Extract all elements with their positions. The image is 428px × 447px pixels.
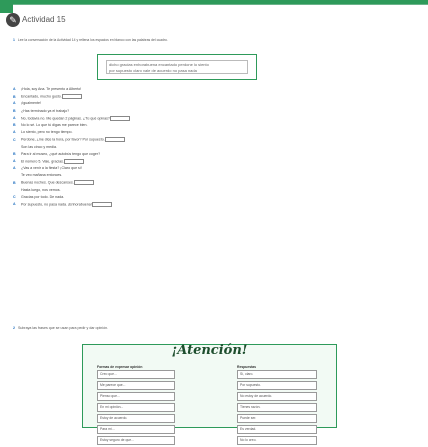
dialogue-line bbox=[13, 87, 343, 94]
response-column bbox=[237, 365, 317, 447]
opinion-phrase: Estoy de acuerdo. bbox=[97, 414, 175, 423]
dialogue-text: ¡Hola, soy Ana. Te presento a Alberto! bbox=[21, 87, 82, 91]
header-accent-square bbox=[0, 0, 13, 13]
response-phrase: Es verdad. bbox=[237, 425, 317, 434]
opinion-column bbox=[97, 365, 175, 447]
dialogue-text: Encantado, mucho gusto. bbox=[21, 94, 62, 99]
blank-gap[interactable] bbox=[110, 116, 130, 121]
response-column-heading: Respuestas bbox=[237, 365, 257, 369]
blank-gap[interactable] bbox=[64, 159, 84, 164]
dialogue-speaker: B bbox=[13, 122, 16, 127]
dialogue-line bbox=[13, 152, 343, 159]
dialogue-speaker: A bbox=[13, 87, 16, 91]
response-phrase: Puede ser. bbox=[237, 414, 317, 423]
dialogue-text: Son las cinco y media. bbox=[21, 144, 57, 149]
dialogue-speaker: B bbox=[13, 94, 16, 99]
dialogue-line bbox=[13, 195, 343, 202]
pencil-icon: ✎ bbox=[6, 13, 20, 27]
dialogue-line bbox=[13, 188, 343, 195]
response-phrase: Sí, claro. bbox=[237, 370, 317, 379]
attention-title: ¡Atención! bbox=[171, 343, 248, 358]
opinion-phrase: Para mí... bbox=[97, 425, 175, 434]
instruction-2-number: 2 bbox=[13, 326, 15, 330]
dialogue-text: ¡Igualmente! bbox=[21, 101, 41, 106]
dialogue-text: Buenas noches. Que descanses. bbox=[21, 180, 74, 185]
dialogue-line bbox=[13, 137, 343, 144]
response-phrase: No lo creo. bbox=[237, 436, 317, 445]
dialogue-text: Lo siento, pero no tengo tiempo. bbox=[21, 130, 73, 135]
activity-title: Actividad 15 bbox=[22, 15, 66, 24]
dialogue-line bbox=[13, 101, 343, 108]
dialogue-speaker: A bbox=[13, 159, 16, 164]
instruction-1 bbox=[13, 38, 168, 42]
dialogue-line bbox=[13, 94, 343, 101]
dialogue-line bbox=[13, 173, 343, 180]
dialogue-speaker: A bbox=[13, 116, 16, 121]
dialogue-text: ¿Has terminado ya el trabajo? bbox=[21, 108, 70, 113]
instruction-2-text: Subraya las frases que se usan para pedir y dar opinión. bbox=[18, 326, 109, 330]
opinion-phrase: Pienso que... bbox=[97, 392, 175, 401]
blank-gap[interactable] bbox=[92, 202, 112, 207]
opinion-phrase: En mi opinión... bbox=[97, 403, 175, 412]
dialogue-text: ¿Vas a venir a la fiesta? ¡Claro que sí! bbox=[21, 166, 82, 171]
opinion-phrase: Estoy seguro de que... bbox=[97, 436, 175, 445]
dialogue-text: Hasta luego, nos vemos. bbox=[21, 187, 61, 192]
dialogue-line bbox=[13, 202, 343, 209]
dialogue-text: No, todavía no. Me quedan 2 páginas. ¿Tú qué opinas? bbox=[21, 116, 110, 121]
dialogue-text: Gracias por todo. De nada. bbox=[21, 194, 65, 199]
dialogue-line bbox=[13, 130, 343, 137]
response-phrase: Tienes razón. bbox=[237, 403, 317, 412]
dialogue-speaker: B bbox=[13, 108, 16, 113]
blank-gap[interactable] bbox=[62, 94, 82, 99]
dialogue-speaker: A bbox=[13, 130, 16, 135]
dialogue-text: Te veo mañana entonces. bbox=[21, 173, 63, 178]
word-box-line-1: dicho gracias enhorabuena encantado perdone lo siento bbox=[109, 62, 209, 67]
dialogue-line bbox=[13, 166, 343, 173]
word-box bbox=[97, 54, 257, 80]
dialogue-text: Para ir al museo, ¿qué autobús tengo que coger? bbox=[21, 151, 101, 156]
dialogue-text: Por supuesto, no pasa nada. ¡Enhorabuena! bbox=[21, 202, 92, 207]
word-box-line-2: por supuesto claro vale de acuerdo no pasa nada bbox=[109, 68, 197, 73]
dialogue-line bbox=[13, 116, 343, 123]
dialogue-text: El número 5. Vale, gracias. bbox=[21, 159, 64, 164]
dialogue-speaker: B bbox=[13, 180, 16, 185]
blank-gap[interactable] bbox=[105, 137, 125, 142]
dialogue-speaker: A bbox=[13, 202, 16, 207]
blank-gap[interactable] bbox=[74, 180, 94, 185]
instruction-2 bbox=[13, 326, 108, 330]
dialogue-text: No lo sé. Lo que tú digas me parece bien. bbox=[21, 122, 88, 127]
header-divider bbox=[13, 4, 428, 5]
dialogue-line bbox=[13, 180, 343, 187]
dialogue-speaker: B bbox=[13, 151, 16, 156]
opinion-phrase: Me parece que... bbox=[97, 381, 175, 390]
instruction-1-text: Lee la conversación de la Actividad 14 y rellena los espacios en blanco con las palabras del cuadro. bbox=[17, 38, 168, 42]
dialogue-speaker: C bbox=[13, 194, 16, 199]
dialogue-speaker: A bbox=[13, 166, 16, 171]
dialogue-text: Perdone, ¿me dice la hora, por favor? Por supuesto. bbox=[21, 137, 105, 142]
response-phrase: Por supuesto. bbox=[237, 381, 317, 390]
dialogue-line bbox=[13, 109, 343, 116]
dialogue-line bbox=[13, 123, 343, 130]
opinion-phrase: Creo que... bbox=[97, 370, 175, 379]
dialogue-line bbox=[13, 145, 343, 152]
response-phrase: No estoy de acuerdo. bbox=[237, 392, 317, 401]
dialogue-speaker: C bbox=[13, 137, 16, 142]
dialogue-line bbox=[13, 159, 343, 166]
opinion-column-heading: Formas de expresar opinión bbox=[97, 365, 143, 369]
dialogue-speaker: A bbox=[13, 101, 16, 106]
dialogue bbox=[13, 87, 343, 209]
attention-box bbox=[82, 343, 337, 442]
instruction-1-number: 1 bbox=[13, 38, 15, 42]
word-box-inner bbox=[106, 60, 248, 74]
